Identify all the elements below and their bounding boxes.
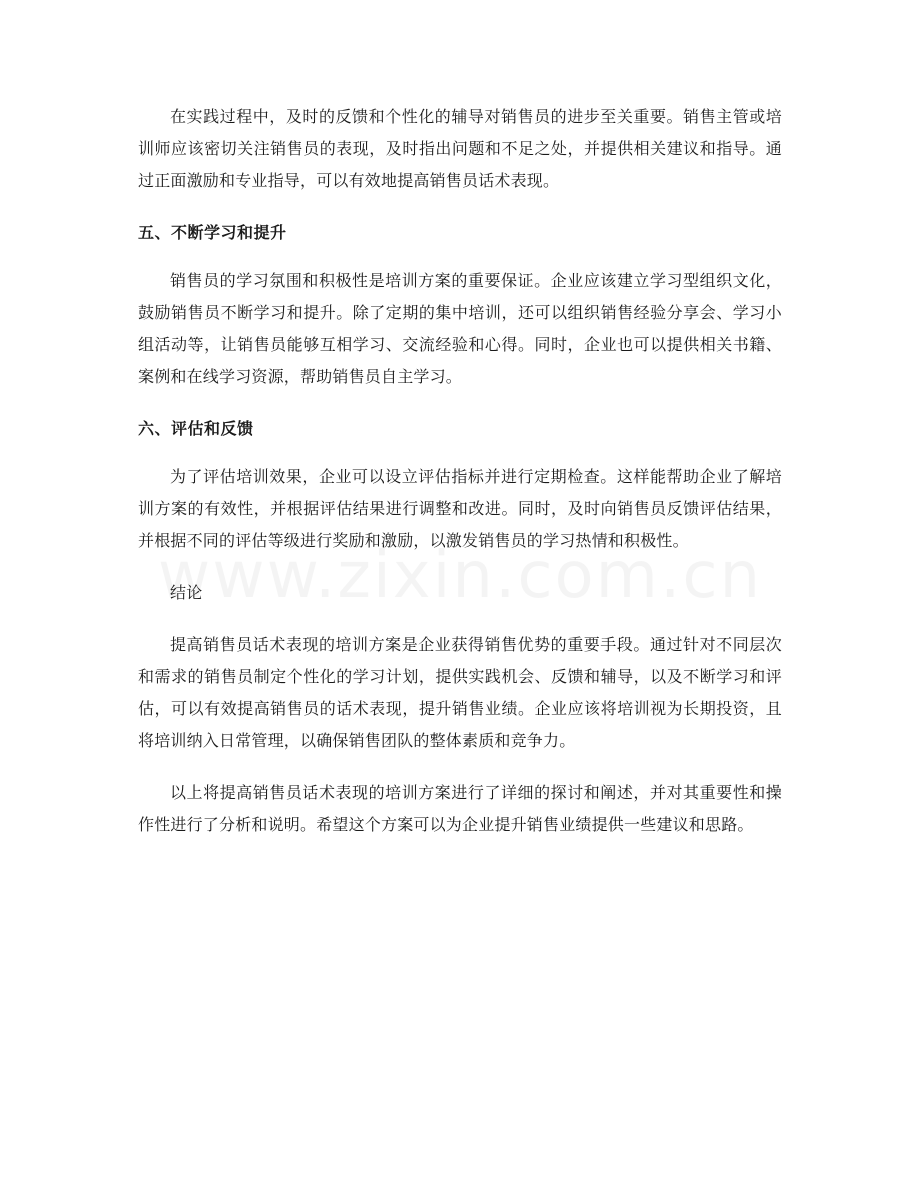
paragraph-closing: 以上将提高销售员话术表现的培训方案进行了详细的探讨和阐述，并对其重要性和操作性进行了分析和说明。希望这个方案可以为企业提升销售业绩提供一些建议和思路。	[138, 783, 782, 834]
paragraph-learning-atmosphere: 销售员的学习氛围和积极性是培训方案的重要保证。企业应该建立学习型组织文化，鼓励销售员不断学习和提升。除了定期的集中培训，还可以组织销售经验分享会、学习小组活动等，让销售员能够互相学习、交流经验和心得。同时，企业也可以提供相关书籍、案例和在线学习资源，帮助销售员自主学习。	[138, 271, 782, 386]
section-heading-evaluation-feedback: 六、评估和反馈	[138, 419, 254, 438]
paragraph-conclusion: 提高销售员话术表现的培训方案是企业获得销售优势的重要手段。通过针对不同层次和需求的销售员制定个性化的学习计划，提供实践机会、反馈和辅导，以及不断学习和评估，可以有效提高销售员的话术表现，提升销售业绩。企业应该将培训视为长期投资，且将培训纳入日常管理，以确保销售团队的整体素质和竞争力。	[138, 635, 782, 750]
document-body	[138, 101, 782, 861]
paragraph-evaluation: 为了评估培训效果，企业可以设立评估指标并进行定期检查。这样能帮助企业了解培训方案的有效性，并根据评估结果进行调整和改进。同时，及时向销售员反馈评估结果，并根据不同的评估等级进行奖励和激励，以激发销售员的学习热情和积极性。	[138, 467, 782, 550]
conclusion-label: 结论	[170, 583, 203, 602]
paragraph-feedback-coaching: 在实践过程中，及时的反馈和个性化的辅导对销售员的进步至关重要。销售主管或培训师应该密切关注销售员的表现，及时指出问题和不足之处，并提供相关建议和指导。通过正面激励和专业指导，可以有效地提高销售员话术表现。	[138, 107, 782, 190]
section-heading-continuous-learning: 五、不断学习和提升	[138, 223, 287, 242]
